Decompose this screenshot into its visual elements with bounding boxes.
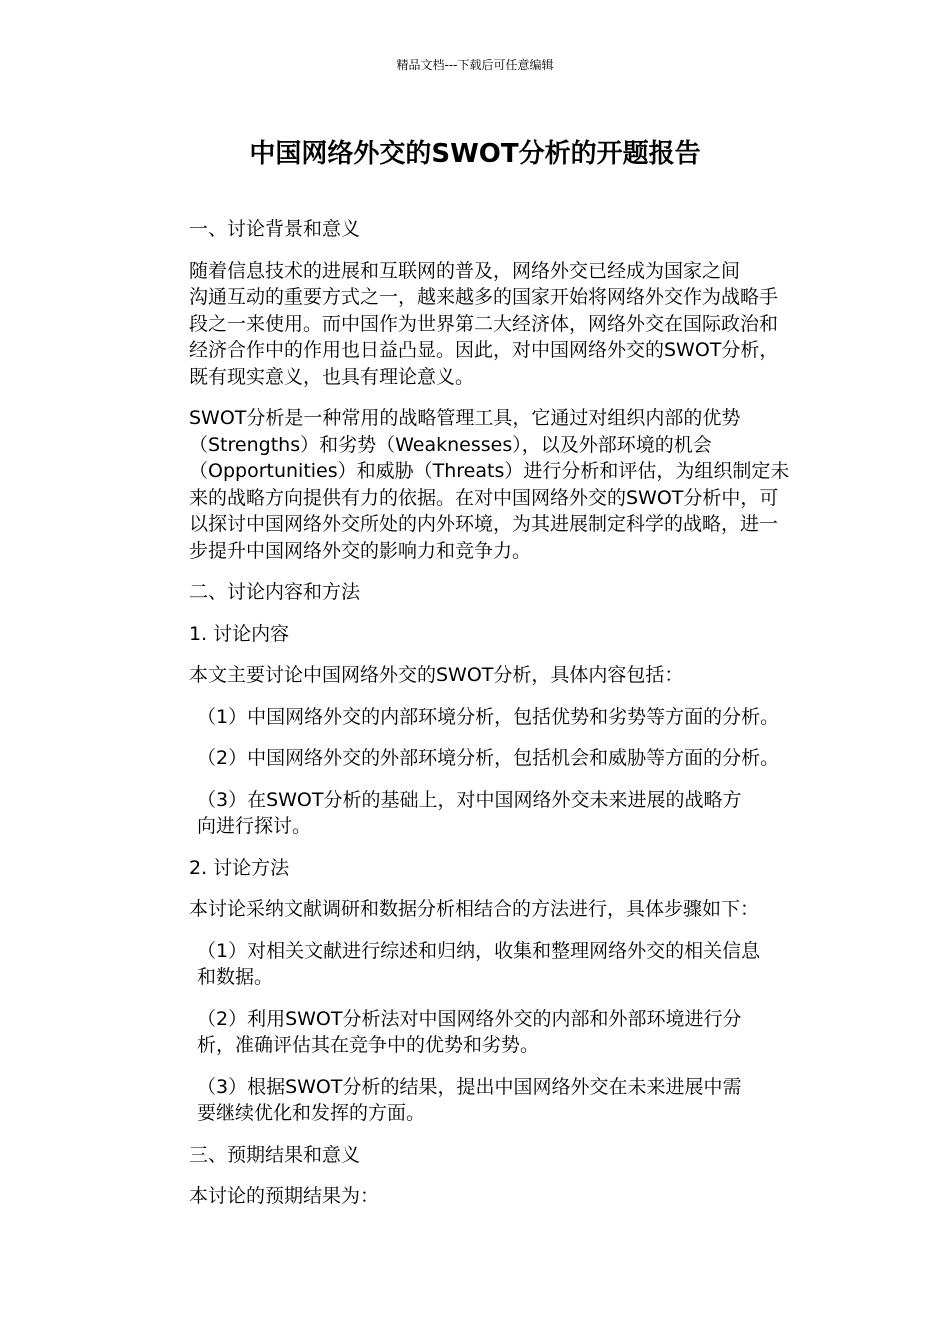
text-line: （2）中国网络外交的外部环境分析，包括机会和威胁等方面的分析。 [197, 747, 780, 769]
paragraph [145, 662, 815, 689]
text-line: （1）对相关文献进行综述和归纳，收集和整理网络外交的相关信息 [197, 939, 761, 962]
text-line: （3）根据SWOT分析的结果，提出中国网络外交在未来进展中需 [197, 1075, 742, 1098]
section-heading [145, 1142, 815, 1169]
text-line: 既有现实意义，也具有理论意义。 [189, 365, 475, 388]
text-line: 要继续优化和发挥的方面。 [197, 1102, 426, 1124]
list-item [145, 745, 815, 772]
text-line: 三、预期结果和意义 [189, 1143, 361, 1166]
text-line: 2. 讨论方法 [189, 856, 290, 879]
paragraph [145, 1183, 815, 1210]
document-title: 中国网络外交的SWOT分析的开题报告 [249, 139, 701, 169]
text-line: 以探讨中国网络外交所处的内外环境，为其进展制定科学的战略，进一 [189, 513, 779, 535]
text-line: 来的战略方向提供有力的依据。在对中国网络外交的SWOT分析中，可 [189, 486, 779, 509]
text-line: 沟通互动的重要方式之一，越来越多的国家开始将网络外交作为战略手 [189, 286, 779, 308]
paragraph [145, 258, 815, 391]
section-heading [145, 216, 815, 243]
text-line: 段之一来使用。而中国作为世界第二大经济体，网络外交在国际政治和 [189, 312, 779, 335]
text-line: 本讨论的预期结果为： [189, 1185, 380, 1207]
section-heading [145, 855, 815, 882]
list-item [145, 1006, 815, 1059]
list-item [145, 938, 815, 991]
text-line: 本文主要讨论中国网络外交的SWOT分析，具体内容包括： [189, 664, 684, 686]
text-line: 随着信息技术的进展和互联网的普及，网络外交已经成为国家之间 [189, 259, 741, 282]
text-line: （2）利用SWOT分析法对中国网络外交的内部和外部环境进行分 [197, 1007, 742, 1030]
text-line: 向进行探讨。 [197, 815, 312, 837]
list-item [145, 704, 815, 731]
text-line: 二、讨论内容和方法 [189, 581, 361, 603]
paragraph [145, 896, 815, 923]
section-heading [145, 621, 815, 648]
text-line: SWOT分析是一种常用的战略管理工具，它通过对组织内部的优势 [189, 407, 741, 429]
paragraph [145, 405, 815, 564]
text-line: （Opportunities）和威胁（Threats）进行分析和评估，为组织制定未 [189, 460, 790, 482]
text-line: 一、讨论背景和意义 [189, 218, 361, 240]
text-line: 步提升中国网络外交的影响力和竞争力。 [189, 539, 532, 562]
text-line: 1. 讨论内容 [189, 622, 290, 645]
text-line: 经济合作中的作用也日益凸显。因此，对中国网络外交的SWOT分析， [189, 339, 779, 361]
list-item [145, 1074, 815, 1127]
text-line: 和数据。 [197, 966, 274, 988]
list-item [145, 787, 815, 840]
section-heading [145, 579, 815, 606]
header-note: 精品文档---下载后可任意编辑 [396, 58, 554, 72]
text-line: （1）中国网络外交的内部环境分析，包括优势和劣势等方面的分析。 [197, 705, 780, 728]
text-line: 本讨论采纳文献调研和数据分析相结合的方法进行，具体步骤如下： [189, 898, 760, 920]
text-line: （3）在SWOT分析的基础上，对中国网络外交未来进展的战略方 [197, 788, 742, 811]
document-body [145, 216, 815, 1225]
text-line: 析，准确评估其在竞争中的优势和劣势。 [197, 1034, 540, 1056]
text-line: （Strengths）和劣势（Weaknesses），以及外部环境的机会 [189, 433, 712, 456]
